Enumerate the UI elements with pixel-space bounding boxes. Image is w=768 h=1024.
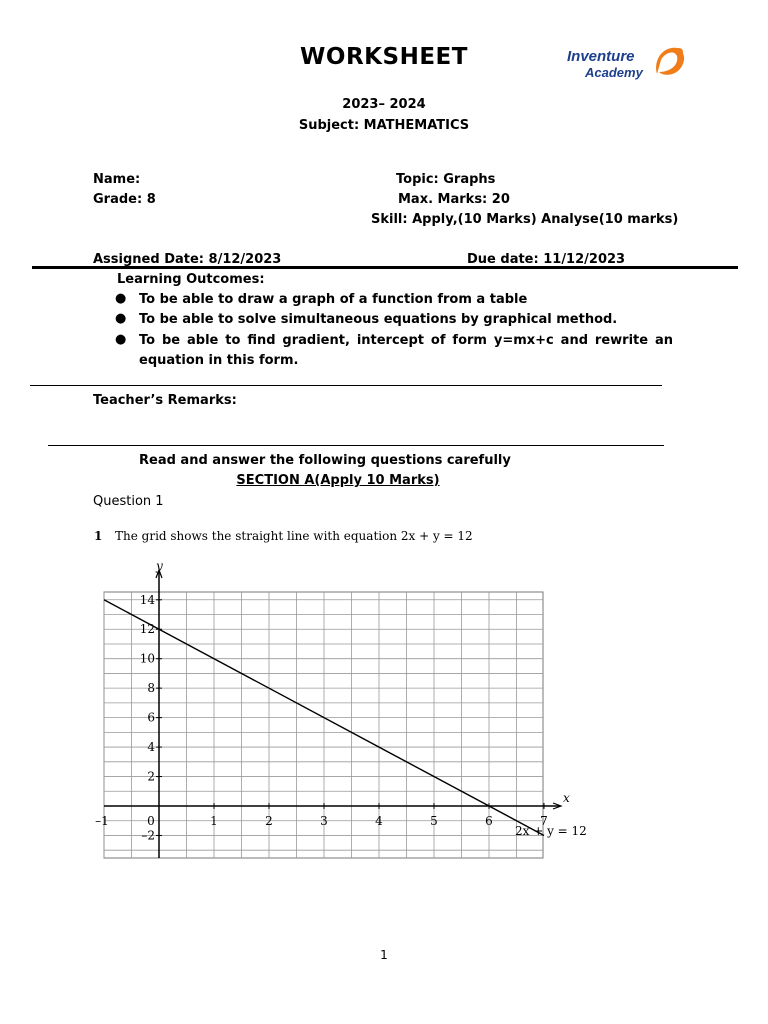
x-tick-label: 3	[320, 813, 328, 828]
series	[104, 600, 587, 838]
logo-line1: Inventure	[567, 48, 635, 65]
question-label: Question 1	[93, 494, 164, 509]
question-number: 1	[94, 529, 103, 543]
bullet-icon: ●	[115, 291, 127, 306]
y-tick-label: 6	[147, 710, 155, 725]
x-tick-label: 4	[375, 813, 383, 828]
y-tick-label: 14	[139, 592, 155, 607]
y-tick-label: 8	[147, 681, 155, 696]
page-number: 1	[380, 948, 388, 962]
assigned-date: Assigned Date: 8/12/2023	[93, 252, 282, 267]
y-tick-label: 2	[147, 769, 155, 784]
line-annotation: 2x + y = 12	[515, 824, 587, 838]
x-tick-label: 7	[540, 813, 548, 828]
bullet-icon: ●	[115, 311, 127, 326]
bullet-icon: ●	[115, 332, 127, 347]
x-tick-label: 2	[265, 813, 273, 828]
question-text: The grid shows the straight line with equation 2x + y = 12	[115, 529, 473, 543]
x-axis-label: x	[563, 791, 570, 805]
y-tick-label: 10	[139, 651, 155, 666]
outcome-item: ● To be able to find gradient, intercept of form y=mx+c and rewrite an	[115, 332, 673, 348]
topic: Topic: Graphs	[396, 172, 496, 187]
due-date: Due date: 11/12/2023	[467, 252, 626, 267]
name-label: Name:	[93, 172, 141, 187]
y-tick-label: 12	[139, 622, 155, 637]
outcome-item-continued: equation in this form.	[139, 353, 299, 368]
learning-outcomes-heading: Learning Outcomes:	[117, 272, 265, 287]
section-heading: SECTION A(Apply 10 Marks)	[236, 473, 440, 488]
x-tick-label: –1	[95, 813, 109, 828]
y-tick-label: 4	[147, 740, 155, 755]
x-tick-label: 0	[147, 813, 155, 828]
x-tick-label: 5	[430, 813, 438, 828]
grade: Grade: 8	[93, 192, 156, 207]
axes	[104, 559, 570, 858]
max-marks: Max. Marks: 20	[398, 192, 510, 207]
academic-year: 2023– 2024	[342, 97, 426, 112]
skill: Skill: Apply,(10 Marks) Analyse(10 marks)	[371, 212, 679, 227]
y-axis-label: y	[156, 559, 163, 573]
teachers-remarks-label: Teacher’s Remarks:	[93, 393, 237, 408]
logo-line2: Academy	[585, 65, 643, 80]
outcome-item: ● To be able to solve simultaneous equations by graphical method.	[115, 311, 618, 327]
subject: Subject: MATHEMATICS	[298, 118, 470, 133]
x-tick-label: 1	[210, 813, 218, 828]
x-tick-label: 6	[485, 813, 493, 828]
y-tick-label: –2	[141, 828, 155, 843]
instructions-text: Read and answer the following questions carefully	[139, 453, 511, 468]
worksheet-title: WORKSHEET	[300, 44, 468, 70]
outcome-item: ● To be able to draw a graph of a function from a table	[115, 291, 528, 307]
